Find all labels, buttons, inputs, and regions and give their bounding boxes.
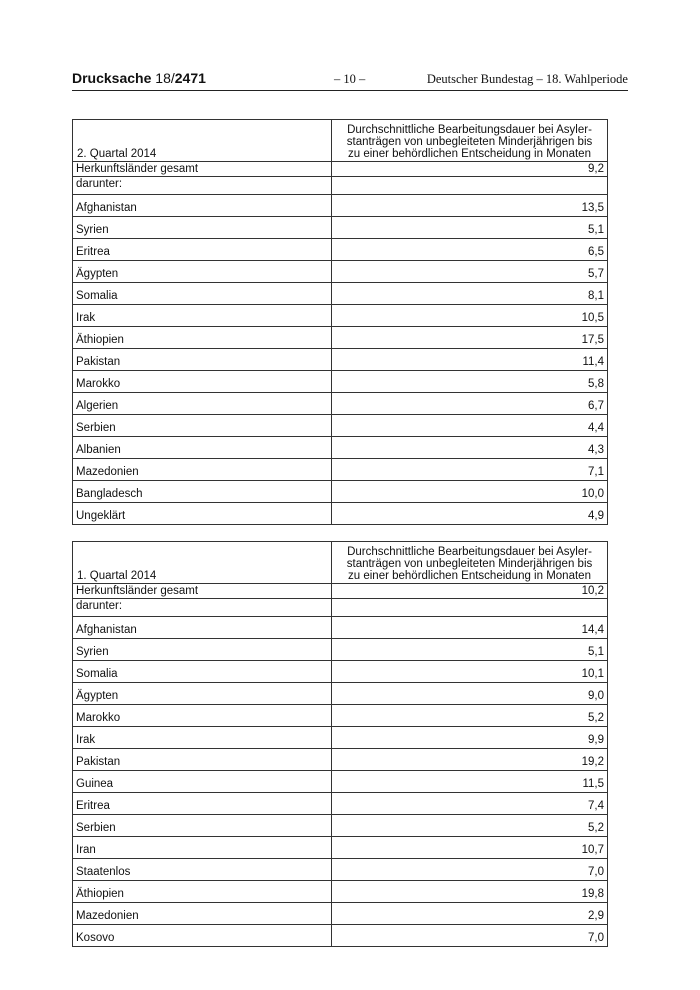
country-cell: Irak (73, 305, 332, 327)
column-header (332, 120, 608, 162)
table-row (73, 459, 608, 481)
value-cell: 19,2 (332, 749, 608, 771)
total-value: 9,2 (332, 162, 608, 177)
value-cell: 8,1 (332, 283, 608, 305)
country-cell: Serbien (73, 415, 332, 437)
country-cell: Eritrea (73, 239, 332, 261)
empty-cell (332, 177, 608, 195)
page-number: – 10 – (334, 72, 366, 86)
value-cell: 9,9 (332, 727, 608, 749)
country-cell: Ungeklärt (73, 503, 332, 525)
value-cell: 7,0 (332, 859, 608, 881)
country-cell: Syrien (73, 639, 332, 661)
value-cell: 11,5 (332, 771, 608, 793)
value-cell: 5,2 (332, 705, 608, 727)
table-header-row (73, 120, 608, 162)
table-row (73, 903, 608, 925)
country-cell: Iran (73, 837, 332, 859)
document-number (72, 70, 206, 86)
country-cell: Ägypten (73, 261, 332, 283)
value-cell: 19,8 (332, 881, 608, 903)
subheading-row (73, 177, 608, 195)
table-row (73, 749, 608, 771)
period-label: 2. Quartal 2014 (73, 120, 332, 162)
value-cell: 6,5 (332, 239, 608, 261)
value-cell: 10,1 (332, 661, 608, 683)
page-header (72, 68, 628, 91)
total-row (73, 584, 608, 599)
value-cell: 7,4 (332, 793, 608, 815)
country-cell: Pakistan (73, 749, 332, 771)
value-cell: 5,1 (332, 639, 608, 661)
country-cell: Mazedonien (73, 459, 332, 481)
country-cell: Äthiopien (73, 327, 332, 349)
value-cell: 2,9 (332, 903, 608, 925)
column-header-line: stanträgen von unbegleiteten Minderjährigen bis (346, 136, 593, 148)
value-cell: 9,0 (332, 683, 608, 705)
column-header (332, 542, 608, 584)
value-cell: 5,7 (332, 261, 608, 283)
empty-cell (332, 599, 608, 617)
country-cell: Äthiopien (73, 881, 332, 903)
country-cell: Serbien (73, 815, 332, 837)
doc-number-part2: 2471 (174, 70, 206, 86)
table-row (73, 793, 608, 815)
value-cell: 10,5 (332, 305, 608, 327)
table-row (73, 639, 608, 661)
country-cell: Mazedonien (73, 903, 332, 925)
table-row (73, 617, 608, 639)
country-cell: Marokko (73, 705, 332, 727)
subheading-label: darunter: (73, 599, 332, 617)
table-row (73, 239, 608, 261)
table-row (73, 683, 608, 705)
table-row (73, 661, 608, 683)
table-row (73, 415, 608, 437)
period-label: 1. Quartal 2014 (73, 542, 332, 584)
value-cell: 17,5 (332, 327, 608, 349)
country-cell: Albanien (73, 437, 332, 459)
country-cell: Staatenlos (73, 859, 332, 881)
table-row (73, 305, 608, 327)
country-cell: Kosovo (73, 925, 332, 947)
column-header-line: zu einer behördlichen Entscheidung in Monaten (348, 148, 591, 160)
value-cell: 5,2 (332, 815, 608, 837)
table-row (73, 727, 608, 749)
table-row (73, 771, 608, 793)
table-row (73, 859, 608, 881)
table-row (73, 815, 608, 837)
table-q2-2014 (72, 119, 608, 525)
value-cell: 7,0 (332, 925, 608, 947)
table-row (73, 327, 608, 349)
table-row (73, 349, 608, 371)
country-cell: Syrien (73, 217, 332, 239)
column-header-line: zu einer behördlichen Entscheidung in Monaten (348, 570, 591, 582)
table-q1-2014 (72, 541, 608, 947)
country-cell: Algerien (73, 393, 332, 415)
table-row (73, 925, 608, 947)
column-header-line: Durchschnittliche Bearbeitungsdauer bei Asyler- (347, 124, 592, 136)
value-cell: 6,7 (332, 393, 608, 415)
country-cell: Irak (73, 727, 332, 749)
subheading-row (73, 599, 608, 617)
table-row (73, 393, 608, 415)
table-row (73, 881, 608, 903)
total-label: Herkunftsländer gesamt (73, 162, 332, 177)
total-row (73, 162, 608, 177)
doc-number-part1: 18/ (155, 70, 175, 86)
value-cell: 4,3 (332, 437, 608, 459)
value-cell: 10,0 (332, 481, 608, 503)
country-cell: Marokko (73, 371, 332, 393)
table-row (73, 837, 608, 859)
country-cell: Pakistan (73, 349, 332, 371)
country-cell: Afghanistan (73, 195, 332, 217)
value-cell: 10,7 (332, 837, 608, 859)
value-cell: 14,4 (332, 617, 608, 639)
value-cell: 13,5 (332, 195, 608, 217)
country-cell: Somalia (73, 661, 332, 683)
table-row (73, 705, 608, 727)
value-cell: 4,4 (332, 415, 608, 437)
table-row (73, 195, 608, 217)
table-row (73, 283, 608, 305)
country-cell: Ägypten (73, 683, 332, 705)
value-cell: 4,9 (332, 503, 608, 525)
column-header-line: Durchschnittliche Bearbeitungsdauer bei Asyler- (347, 546, 592, 558)
table-row (73, 261, 608, 283)
total-value: 10,2 (332, 584, 608, 599)
value-cell: 7,1 (332, 459, 608, 481)
country-cell: Somalia (73, 283, 332, 305)
table-header-row (73, 542, 608, 584)
country-cell: Eritrea (73, 793, 332, 815)
subheading-label: darunter: (73, 177, 332, 195)
country-cell: Bangladesch (73, 481, 332, 503)
table-row (73, 503, 608, 525)
table-row (73, 437, 608, 459)
value-cell: 5,1 (332, 217, 608, 239)
table-row (73, 217, 608, 239)
column-header-line: stanträgen von unbegleiteten Minderjährigen bis (346, 558, 593, 570)
value-cell: 11,4 (332, 349, 608, 371)
value-cell: 5,8 (332, 371, 608, 393)
table-row (73, 371, 608, 393)
total-label: Herkunftsländer gesamt (73, 584, 332, 599)
table-row (73, 481, 608, 503)
country-cell: Guinea (73, 771, 332, 793)
institution-name: Deutscher Bundestag – 18. Wahlperiode (426, 72, 628, 86)
doc-prefix: Drucksache (72, 70, 152, 86)
country-cell: Afghanistan (73, 617, 332, 639)
